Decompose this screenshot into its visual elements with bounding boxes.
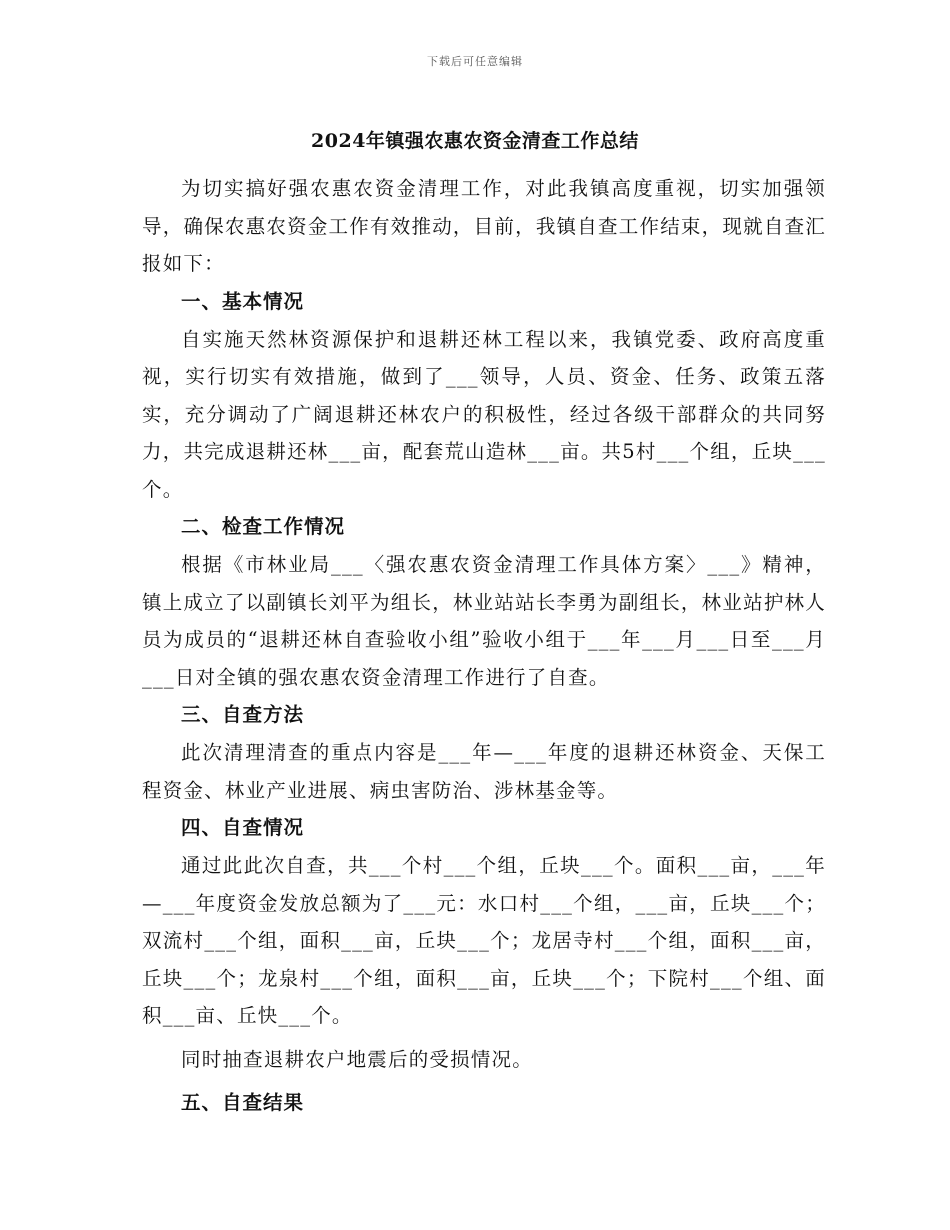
section-paragraph: 同时抽查退耕农户地震后的受损情况。 — [181, 1047, 533, 1071]
intro-paragraph: 为切实搞好强农惠农资金清理工作，对此我镇高度重视，切实加强领导，确保农惠农资金工作有效推动，目前，我镇自查工作结束，现就自查汇报如下： — [142, 177, 826, 275]
section-heading-status: 四、自查情况 — [181, 816, 305, 839]
section-paragraph: 自实施天然林资源保护和退耕还林工程以来，我镇党委、政府高度重视，实行切实有效措施，做到了___领导，人员、资金、任务、政策五落实，充分调动了广阔退耕还林农户的积极性，经过各级干部群众的共同努力，共完成退耕还林___亩，配套荒山造林___亩。共5村___个组，丘块___个。 — [142, 327, 826, 501]
section-paragraph: 通过此此次自查，共___个村___个组，丘块___个。面积___亩，___年—___年度资金发放总额为了___元：水口村___个组，___亩，丘块___个；双流村___个组，面积___亩，丘块___个；龙居寺村___个组，面积___亩，丘块___个；龙泉村___个组，面积___亩，丘块___个；下院村___个组、面积___亩、丘快___个。 — [142, 854, 826, 1027]
section-heading-basic: 一、基本情况 — [181, 289, 305, 313]
document-title: 2024年镇强农惠农资金清查工作总结 — [311, 130, 639, 152]
page-header-note: 下载后可任意编辑 — [427, 55, 523, 68]
section-paragraph: 此次清理清查的重点内容是___年—___年度的退耕还林资金、天保工程资金、林业产业进展、病虫害防治、涉林基金等。 — [142, 741, 826, 802]
section-heading-method: 三、自查方法 — [181, 703, 305, 726]
section-heading-inspection: 二、检查工作情况 — [181, 515, 346, 538]
section-paragraph: 根据《市林业局___〈强农惠农资金清理工作具体方案〉___》精神，镇上成立了以副镇长刘平为组长，林业站站长李勇为副组长，林业站护林人员为成员的“退耕还林自查验收小组”验收小组于___年___月___日至___月___日对全镇的强农惠农资金清理工作进行了自查。 — [142, 553, 826, 689]
document-body — [142, 170, 826, 1122]
section-heading-result: 五、自查结果 — [181, 1091, 305, 1114]
